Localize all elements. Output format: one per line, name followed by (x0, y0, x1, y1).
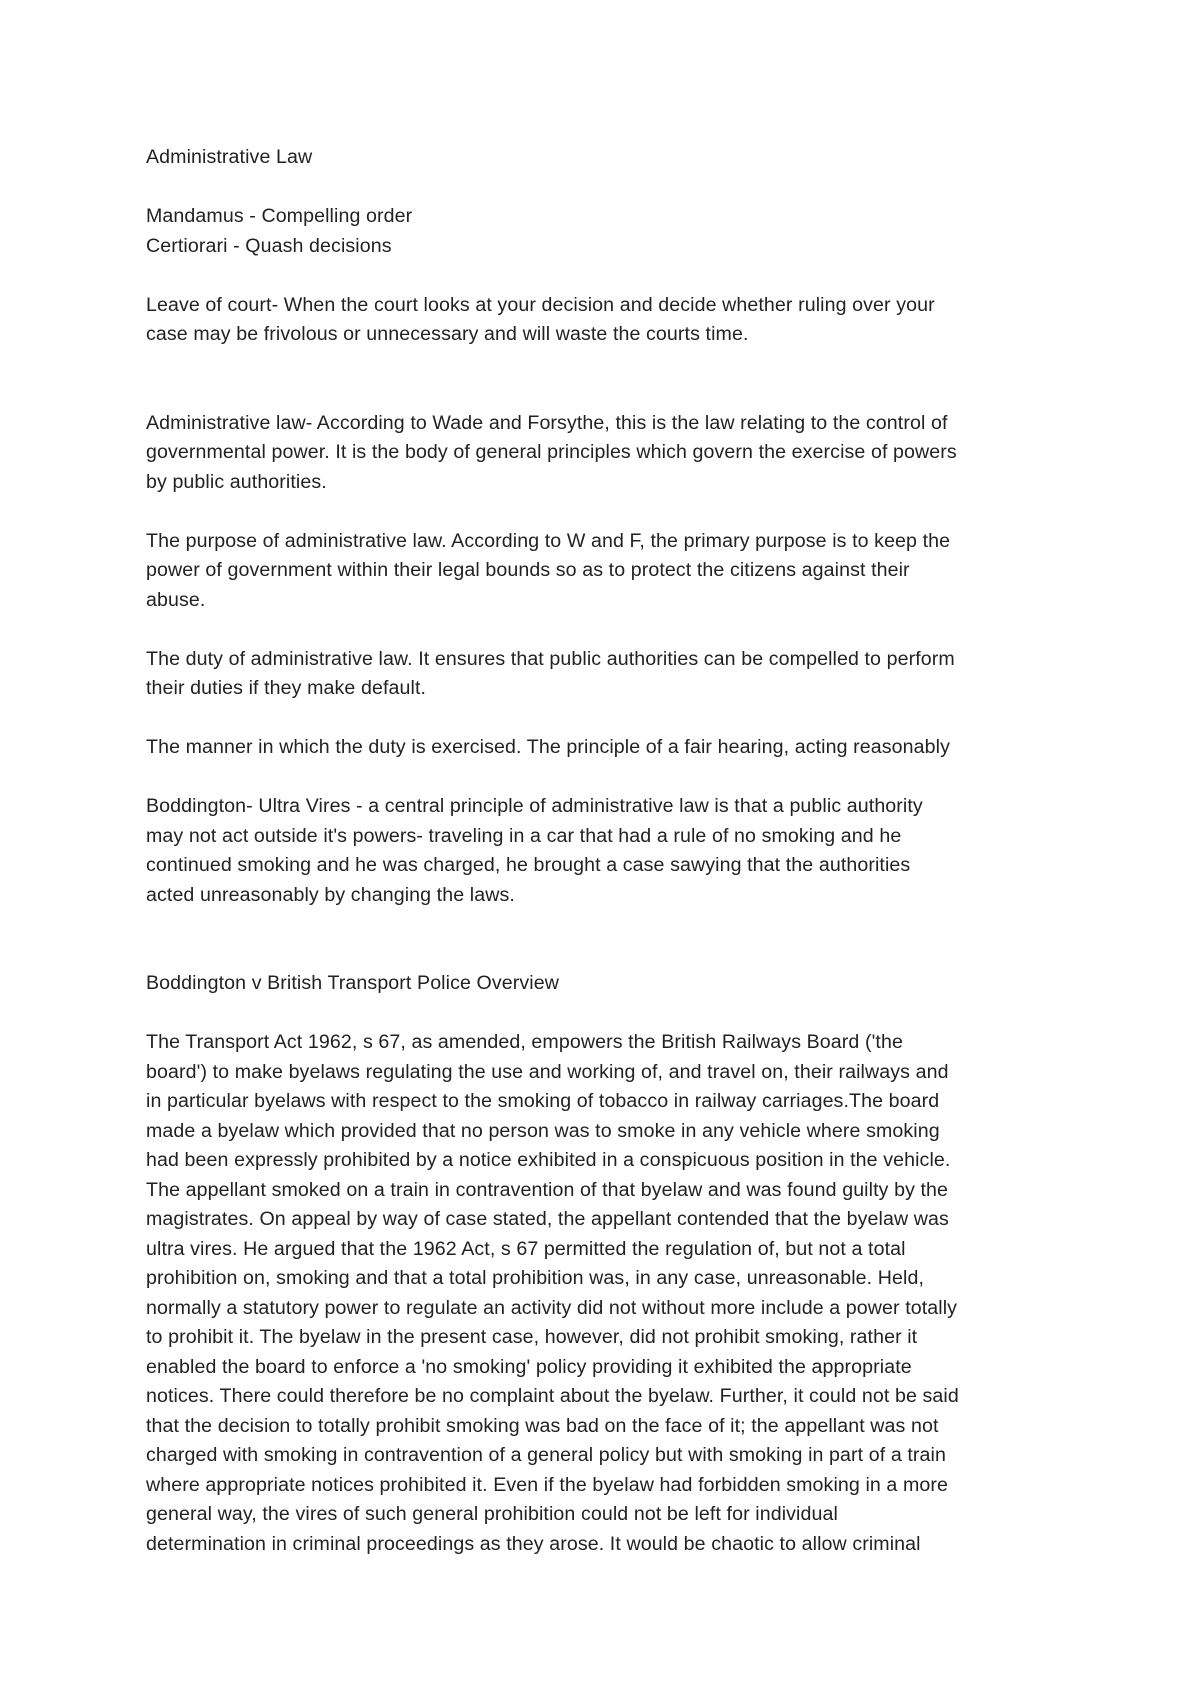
paragraph-line: magistrates. On appeal by way of case stated, the appellant contended that the byelaw was (146, 1208, 949, 1230)
paragraph-line: general way, the vires of such general prohibition could not be left for individual (146, 1503, 838, 1525)
paragraph-line: may not act outside it's powers- traveling in a car that had a rule of no smoking and he (146, 824, 902, 847)
case-overview-paragraph (146, 1028, 1076, 1559)
case-heading: Boddington v British Transport Police Overview (146, 972, 559, 994)
paragraph-line: acted unreasonably by changing the laws. (146, 883, 515, 906)
definition-paragraph (146, 409, 1076, 498)
paragraph-line: their duties if they make default. (146, 677, 427, 699)
paragraph-line: made a byelaw which provided that no person was to smoke in any vehicle where smoking (146, 1119, 940, 1142)
paragraph-line: to prohibit it. The byelaw in the present case, however, did not prohibit smoking, rather it (146, 1326, 918, 1348)
spacer (146, 261, 1076, 291)
paragraph-line: board') to make byelaws regulating the use and working of, and travel on, their railways and (146, 1060, 949, 1083)
paragraph-line: continued smoking and he was charged, he brought a case sawying that the authorities (146, 854, 911, 876)
paragraph-line: enabled the board to enforce a 'no smoking' policy providing it exhibited the appropriate (146, 1355, 912, 1378)
spacer (146, 173, 1076, 203)
paragraph-line: governmental power. It is the body of general principles which govern the exercise of powers (146, 441, 957, 463)
paragraph-line: charged with smoking in contravention of a general policy but with smoking in part of a train (146, 1444, 947, 1466)
certiorari-line: Certiorari - Quash decisions (146, 234, 392, 257)
spacer (146, 999, 1076, 1029)
spacer (146, 615, 1076, 645)
document-body (146, 143, 1076, 1559)
paragraph-line: ultra vires. He argued that the 1962 Act, s 67 permitted the regulation of, but not a total (146, 1237, 906, 1260)
paragraph-line: The duty of administrative law. It ensures that public authorities can be compelled to perform (146, 647, 955, 670)
spacer (146, 497, 1076, 527)
paragraph-line: The Transport Act 1962, s 67, as amended, empowers the British Railways Board ('the (146, 1031, 903, 1053)
spacer (146, 910, 1076, 969)
paragraph-line: prohibition on, smoking and that a total prohibition was, in any case, unreasonable. Held, (146, 1267, 924, 1289)
paragraph-line: Boddington- Ultra Vires - a central principle of administrative law is that a public authority (146, 795, 923, 817)
paragraph-line: power of government within their legal bounds so as to protect the citizens against their (146, 559, 910, 581)
spacer (146, 704, 1076, 734)
paragraph-line: where appropriate notices prohibited it. Even if the byelaw had forbidden smoking in a more (146, 1473, 949, 1496)
manner-paragraph: The manner in which the duty is exercised. The principle of a fair hearing, acting reasonably (146, 736, 951, 758)
paragraph-line: case may be frivolous or unnecessary and will waste the courts time. (146, 323, 749, 345)
duty-paragraph (146, 645, 1076, 704)
paragraph-line: abuse. (146, 588, 206, 611)
spacer (146, 350, 1076, 409)
paragraph-line: that the decision to totally prohibit smoking was bad on the face of it; the appellant was not (146, 1414, 939, 1437)
paragraph-line: normally a statutory power to regulate an activity did not without more include a power totally (146, 1296, 958, 1319)
leave-of-court-paragraph (146, 291, 1076, 350)
purpose-paragraph (146, 527, 1076, 616)
paragraph-line: Administrative law- According to Wade and Forsythe, this is the law relating to the control of (146, 411, 948, 434)
spacer (146, 763, 1076, 793)
paragraph-line: notices. There could therefore be no complaint about the byelaw. Further, it could not be said (146, 1385, 959, 1407)
mandamus-line: Mandamus - Compelling order (146, 205, 413, 227)
paragraph-line: The purpose of administrative law. According to W and F, the primary purpose is to keep the (146, 529, 951, 552)
paragraph-line: by public authorities. (146, 470, 327, 493)
document-title: Administrative Law (146, 146, 313, 168)
paragraph-line: had been expressly prohibited by a notice exhibited in a conspicuous position in the vehicle. (146, 1149, 951, 1171)
paragraph-line: Leave of court- When the court looks at your decision and decide whether ruling over your (146, 293, 935, 316)
paragraph-line: The appellant smoked on a train in contravention of that byelaw and was found guilty by the (146, 1178, 949, 1201)
paragraph-line: determination in criminal proceedings as they arose. It would be chaotic to allow criminal (146, 1532, 921, 1555)
boddington-note-paragraph (146, 792, 1076, 910)
paragraph-line: in particular byelaws with respect to the smoking of tobacco in railway carriages.The board (146, 1090, 940, 1112)
